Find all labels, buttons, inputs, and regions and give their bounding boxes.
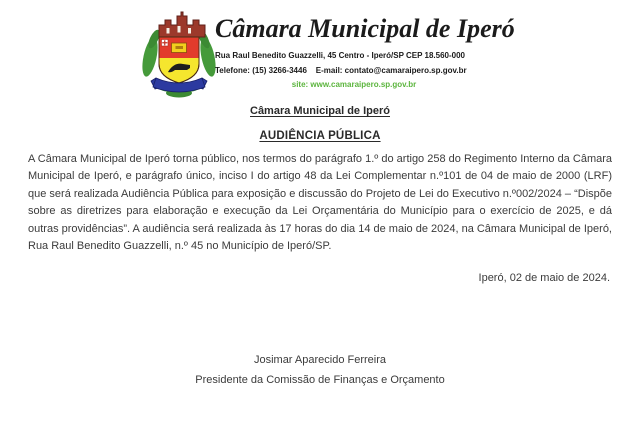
notice-body: A Câmara Municipal de Iperó torna público, nos termos do parágrafo 1.º do artigo 258 do Regimento Interno da Câmara Municipal de Iperó, e parágrafo único, inciso I do artigo 48 da Lei Complementar n.º101 de 04 de maio de 2000 (LRF) que será realizada Audiência Pública para exposição e discussão do Projeto de Lei do Executivo n.º002/2024 – “Dispõe sobre as diretrizes para elaboração e execução da Lei Orçamentária do Município para o exercício de 2025, e dá outras providências”. A audiência será realizada às 17 horas do dia 14 de maio de 2024, na Câmara Municipal de Iperó, Rua Raul Benedito Guazzelli, n.º 45 no Município de Iperó/SP. — [28, 153, 612, 253]
org-address: Rua Raul Benedito Guazzelli, 45 Centro - Iperó/SP CEP 18.560-000 — [215, 51, 466, 60]
date-line: Iperó, 02 de maio de 2024. — [478, 272, 610, 284]
letterhead — [215, 14, 515, 91]
ipero-coat-of-arms-icon — [142, 10, 216, 98]
org-contact: Telefone: (15) 3266-3446 E-mail: contato@camaraipero.sp.gov.br — [215, 65, 467, 75]
org-website: site: www.camaraipero.sp.gov.br — [291, 80, 417, 89]
document-subtitle: AUDIÊNCIA PÚBLICA — [259, 130, 381, 142]
signature-name: Josimar Aparecido Ferreira — [253, 354, 387, 366]
org-title: Câmara Municipal de Iperó — [215, 14, 515, 43]
document-title: Câmara Municipal de Iperó — [250, 105, 390, 117]
signature-role: Presidente da Comissão de Finanças e Orçamento — [195, 374, 445, 386]
